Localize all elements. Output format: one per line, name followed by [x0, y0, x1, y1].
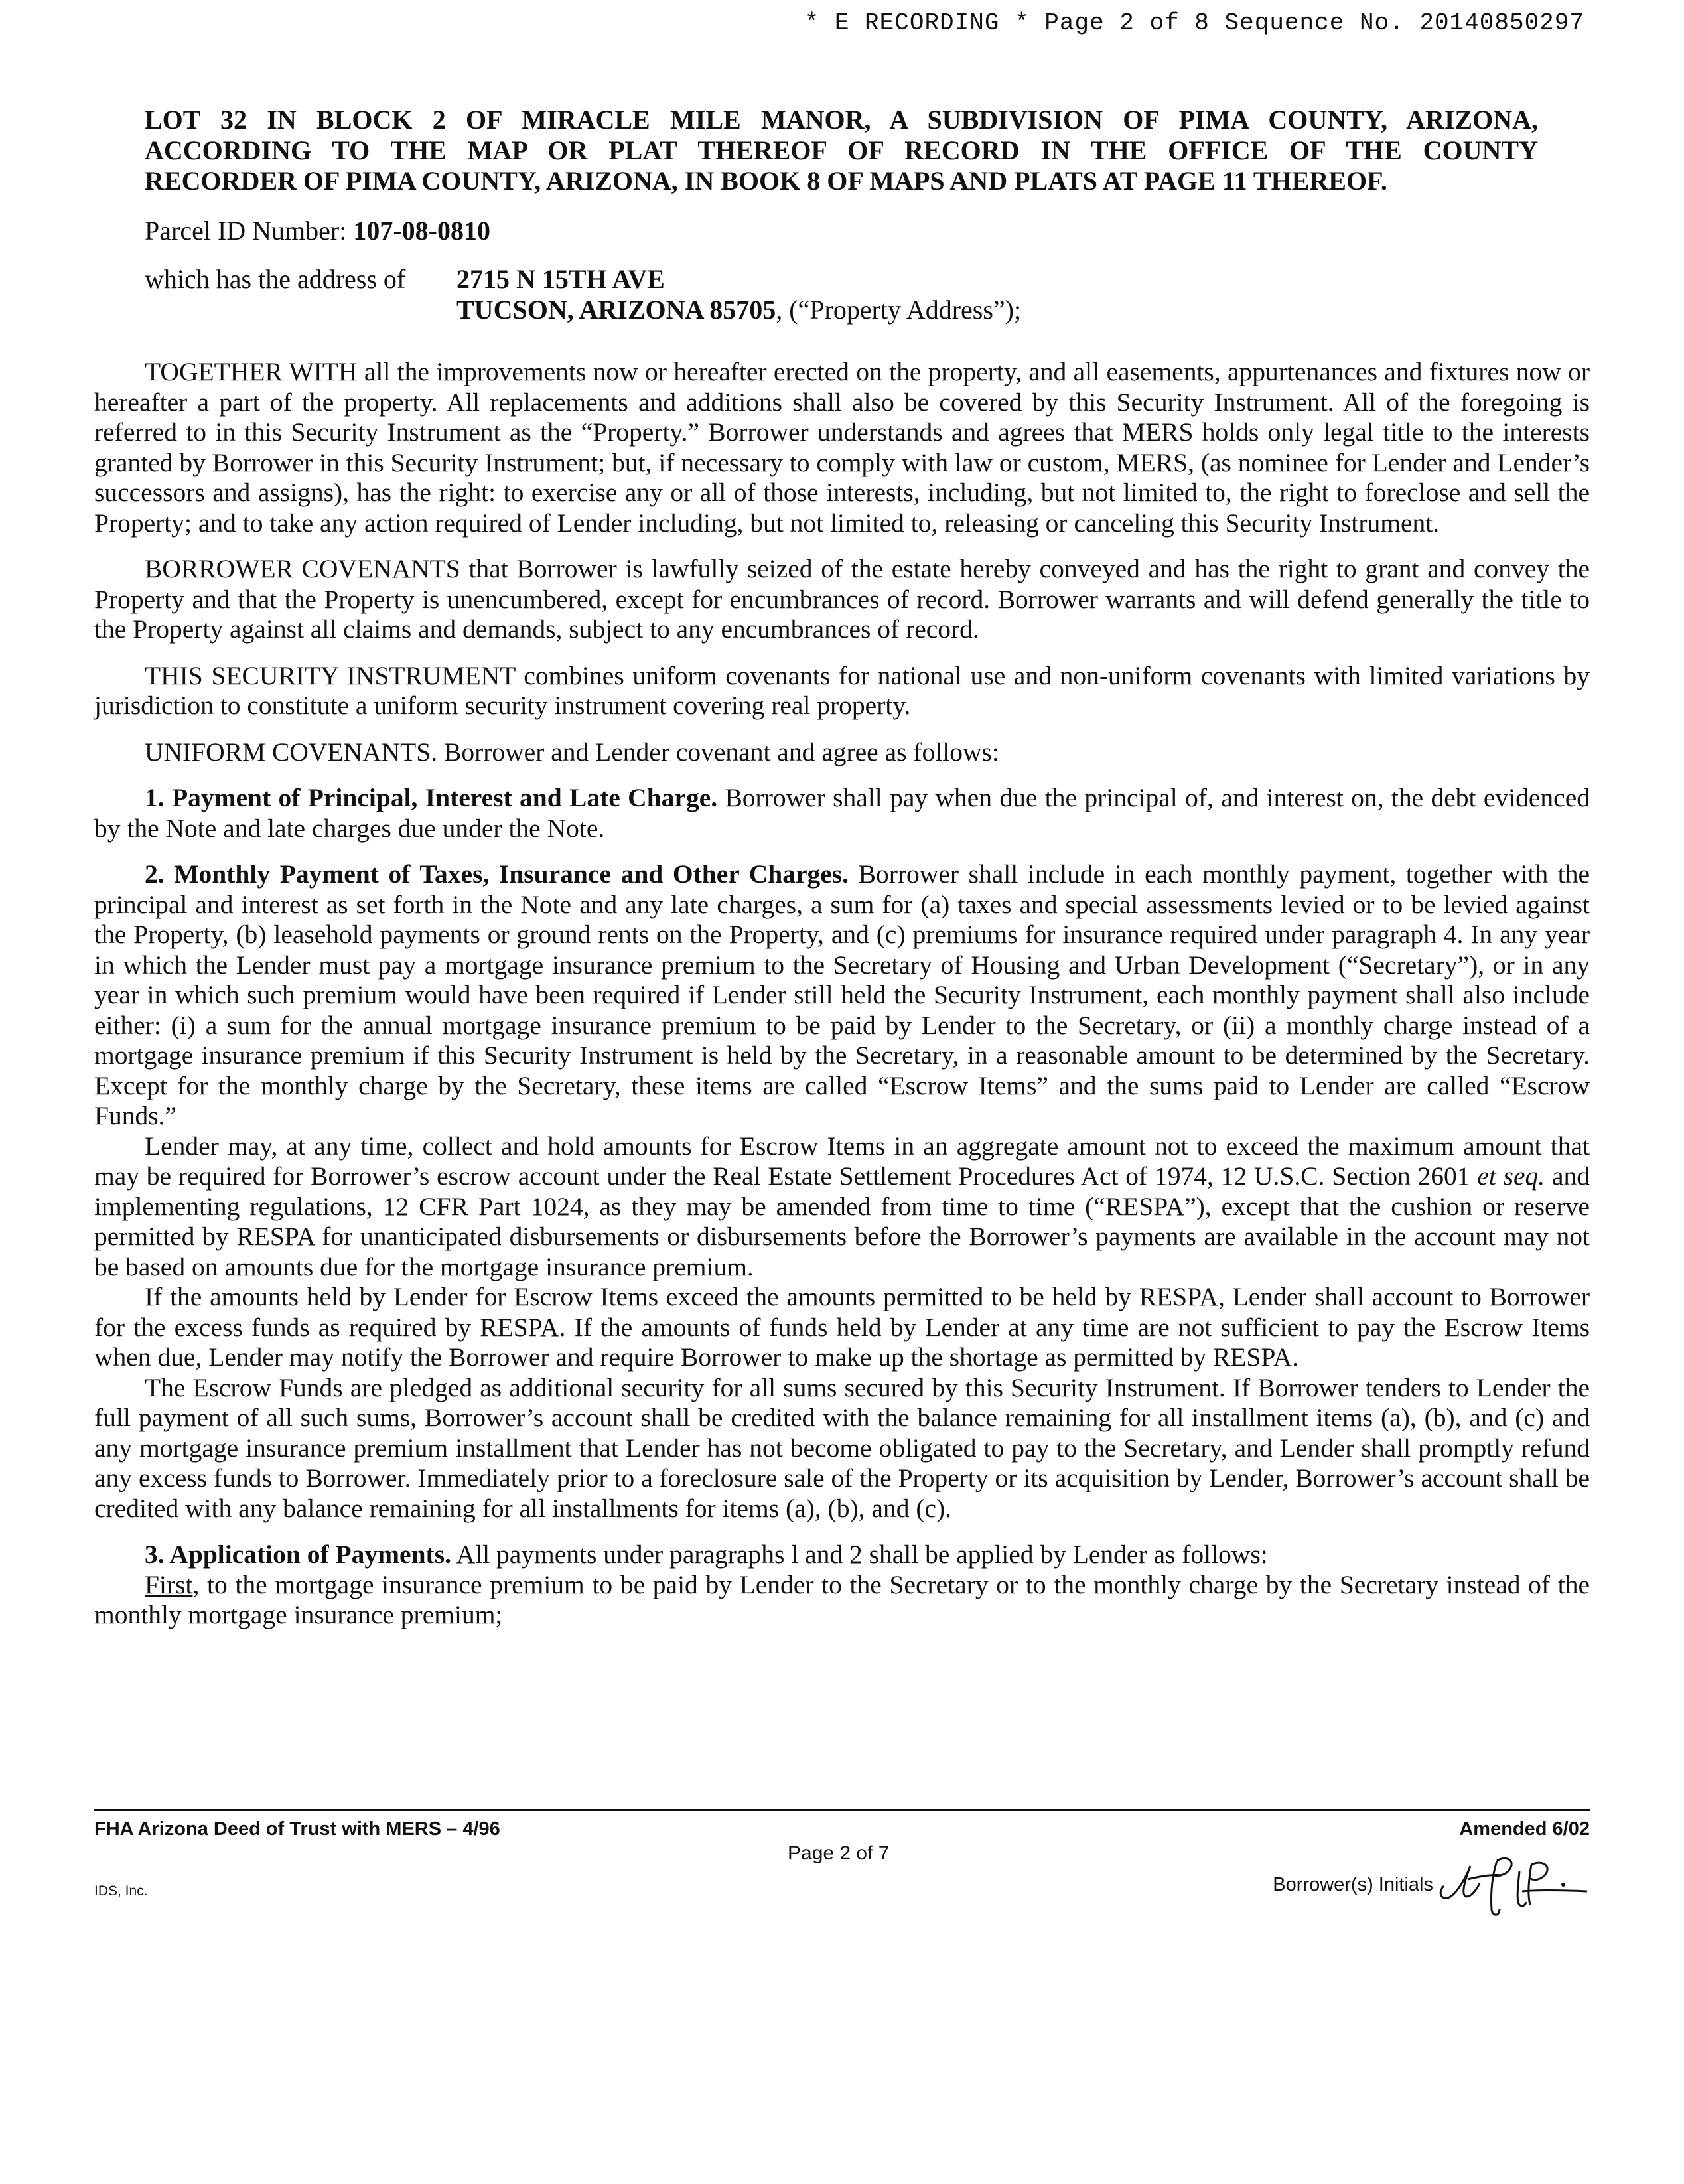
address-label: which has the address of — [145, 264, 406, 294]
handwritten-initials-icon — [1431, 1845, 1590, 1918]
address-value — [456, 264, 1021, 325]
legal-line-2: ACCORDING TO THE MAP OR PLAT THEREOF OF RECORD IN THE OFFICE OF THE COUNTY — [145, 135, 1538, 165]
footer-divider — [94, 1809, 1590, 1811]
address-street: 2715 N 15TH AVE — [456, 264, 665, 294]
legal-line-3: RECORDER OF PIMA COUNTY, ARIZONA, IN BOOK 8 OF MAPS AND PLATS AT PAGE 11 THEREOF. — [145, 166, 1387, 196]
parcel-id-value: 107-08-0810 — [353, 216, 490, 246]
borrower-initials-signature — [1431, 1845, 1590, 1918]
parcel-id — [145, 215, 490, 246]
covenant-1-paragraph — [94, 783, 1590, 843]
covenant-2-respa-text-a: Lender may, at any time, collect and hold amounts for Escrow Items in an aggregate amount not to exceed the maximum amount that may be required for Borrower’s escrow account under the Real Estate Settlement Procedures Act of 1974, 12 U.S.C. Section 2601 — [94, 1131, 1590, 1191]
legal-line-1: LOT 32 IN BLOCK 2 OF MIRACLE MILE MANOR, A SUBDIVISION OF PIMA COUNTY, ARIZONA, — [145, 105, 1538, 135]
covenant-1-heading: 1. Payment of Principal, Interest and Late Charge. — [145, 783, 718, 812]
security-instrument-paragraph: THIS SECURITY INSTRUMENT combines uniform covenants for national use and non-uniform covenants with limited variations by jurisdiction to constitute a uniform security instrument covering real property. — [94, 660, 1590, 720]
parcel-id-label: Parcel ID Number: — [145, 216, 347, 246]
covenant-3-text: All payments under paragraphs l and 2 shall be applied by Lender as follows: — [451, 1540, 1268, 1569]
covenant-3-first-text: , to the mortgage insurance premium to be paid by Lender to the Secretary or to the monthly charge by the Secretary instead of the monthly mortgage insurance premium; — [94, 1569, 1590, 1629]
covenant-3-first-label: First — [145, 1569, 193, 1599]
borrower-covenants-paragraph: BORROWER COVENANTS that Borrower is lawfully seized of the estate hereby conveyed and has the right to grant and convey the Property and that the Property is unencumbered, except for encumbrances of record. Borrower warrants and will defend generally the title to the Property against all claims and demands, subject to any encumbrances of record. — [94, 554, 1590, 644]
covenant-2-excess-paragraph: If the amounts held by Lender for Escrow Items exceed the amounts permitted to be held by RESPA, Lender shall account to Borrower for the excess funds as required by RESPA. If the amounts of funds held by Lender at any time are not sufficient to pay the Escrow Items when due, Lender may notify the Borrower and require Borrower to make up the shortage as permitted by RESPA. — [94, 1282, 1590, 1372]
address-city-state-zip: TUCSON, ARIZONA 85705 — [456, 295, 776, 325]
covenant-3-paragraph — [94, 1540, 1590, 1570]
form-name: FHA Arizona Deed of Trust with MERS – 4/96 — [94, 1818, 500, 1840]
covenant-2-text: Borrower shall include in each monthly payment, together with the principal and interest as set forth in the Note and any late charges, a sum for (a) taxes and special assessments levied or to be levied against the Property, (b) leasehold payments or ground rents on the Property, and (c) premiums for insurance required under paragraph 4. In any year in which the Lender must pay a mortgage insurance premium to the Secretary of Housing and Urban Development (“Secretary”), or in any year in which such premium would have been required if Lender still held the Security Instrument, each monthly payment shall also include either: (i) a sum for the annual mortgage insurance premium to be paid by Lender to the Secretary, or (ii) a monthly charge instead of a mortgage insurance premium if this Security Instrument is held by the Secretary, in a reasonable amount to be determined by the Secretary. Except for the monthly charge by the Secretary, these items are called “Escrow Items” and the sums paid to Lender are called “Escrow Funds.” — [94, 859, 1590, 1130]
legal-description — [145, 105, 1538, 196]
uniform-covenants-paragraph: UNIFORM COVENANTS. Borrower and Lender covenant and agree as follows: — [145, 737, 999, 766]
covenant-3-first-paragraph — [94, 1570, 1590, 1631]
covenant-2-respa-italic: et seq. — [1477, 1161, 1545, 1191]
amended-date: Amended 6/02 — [1459, 1818, 1590, 1840]
document-body — [94, 357, 1590, 1631]
page-number: Page 2 of 7 — [788, 1842, 890, 1864]
covenant-2-paragraph — [94, 859, 1590, 1131]
covenant-2-heading: 2. Monthly Payment of Taxes, Insurance and Other Charges. — [145, 859, 849, 889]
covenant-1-text: Borrower shall pay when due the principal of, and interest on, the debt evidenced by the Note and late charges due under the Note. — [94, 783, 1590, 843]
covenant-2-respa-text-b: and implementing regulations, 12 CFR Part 1024, as they may be amended from time to time (“RESPA”), except that the cushion or reserve permitted by RESPA for unanticipated disbursements or disbursements before the Borrower’s payments are available in the account may not be based on amounts due for the mortgage insurance premium. — [94, 1161, 1590, 1281]
together-with-paragraph: TOGETHER WITH all the improvements now or hereafter erected on the property, and all easements, appurtenances and fixtures now or hereafter a part of the property. All replacements and additions shall also be covered by this Security Instrument. All of the foregoing is referred to in this Security Instrument as the “Property.” Borrower understands and agrees that MERS holds only legal title to the interests granted by Borrower in this Security Instrument; but, if necessary to comply with law or custom, MERS, (as nominee for Lender and Lender’s successors and assigns), has the right: to exercise any or all of those interests, including, but not limited to, the right to foreclose and sell the Property; and to take any action required of Lender including, but not limited to, releasing or canceling this Security Instrument. — [94, 357, 1590, 538]
borrower-initials-label: Borrower(s) Initials — [1273, 1874, 1433, 1895]
recording-header: * E RECORDING * Page 2 of 8 Sequence No. 20140850297 — [804, 9, 1584, 36]
covenant-2-respa-paragraph — [94, 1131, 1590, 1283]
page-footer — [94, 1818, 1590, 1925]
address-suffix: , (“Property Address”); — [776, 295, 1022, 325]
covenant-3-heading: 3. Application of Payments. — [145, 1540, 451, 1569]
publisher: IDS, Inc. — [94, 1883, 148, 1899]
covenant-2-pledge-paragraph: The Escrow Funds are pledged as additional security for all sums secured by this Security Instrument. If Borrower tenders to Lender the full payment of all such sums, Borrower’s account shall be credited with the balance remaining for all installment items (a), (b), and (c) and any mortgage insurance premium installment that Lender has not become obligated to pay to the Secretary, and Lender shall promptly refund any excess funds to Borrower. Immediately prior to a foreclosure sale of the Property or its acquisition by Lender, Borrower’s account shall be credited with any balance remaining for all installments for items (a), (b), and (c). — [94, 1372, 1590, 1523]
